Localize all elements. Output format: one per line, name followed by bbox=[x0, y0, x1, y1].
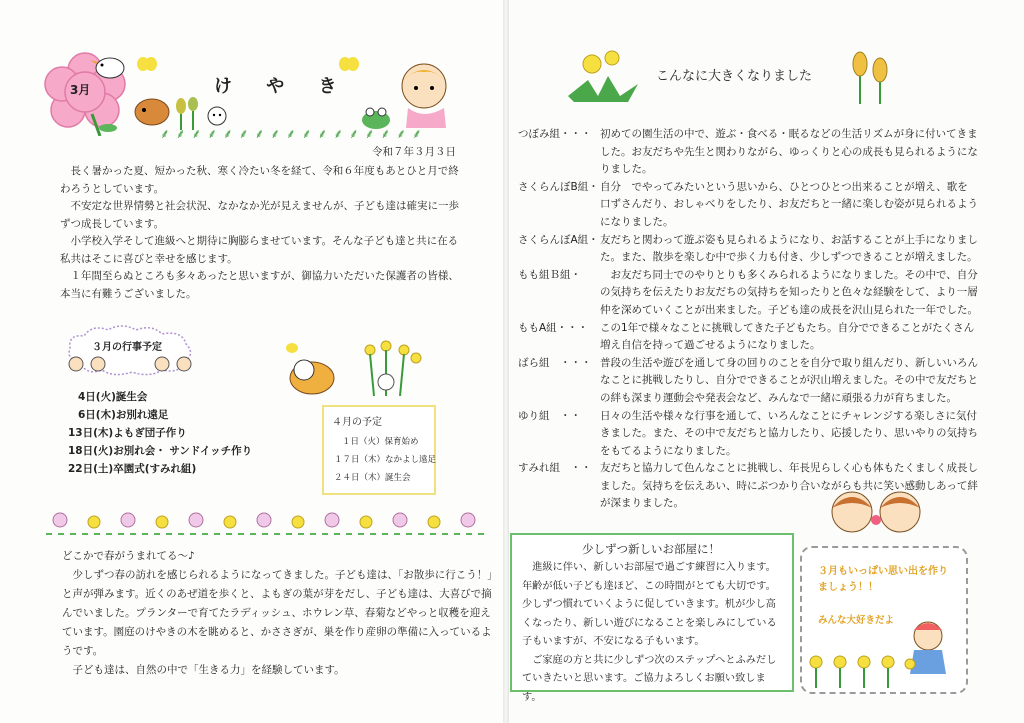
april-event-item: １日（火）保育始め bbox=[342, 437, 419, 447]
event-item: 4日(火)誕生会 bbox=[78, 391, 148, 403]
spring-paragraph: 少しずつ春の訪れを感じられるようになってきました。子ども達は、「お散歩に行こう！」と声が弾みます。近くのあぜ道を歩くと、よもぎの葉が芽をだし、子ども達は、大喜びで摘んでいました。プランターで育てたラディッシュ、ホウレン草、春菊などやっと収穫を迎えています。園庭のけやきの木を眺めると、かささぎが、巣を作り産卵の準備に入っているようです。 bbox=[62, 569, 493, 657]
butterfly-icon bbox=[338, 56, 360, 76]
april-event-item: １７日（木）なかよし遠足 bbox=[334, 455, 437, 465]
girl-icon bbox=[386, 58, 466, 128]
tulip-row-icon bbox=[806, 652, 916, 688]
growth-list bbox=[518, 126, 978, 513]
growth-row bbox=[518, 126, 978, 179]
april-event-item: ２４日（木）誕生会 bbox=[334, 473, 411, 483]
class-label: すみれ組 ・・ bbox=[518, 462, 592, 475]
intro-paragraph: 不安定な世界情勢と社会状況、なかなか光が見えませんが、子ども達は確実に一歩ずつ成長しています。 bbox=[60, 200, 459, 230]
class-text: 普段の生活や遊びを通して身の回りのことを自分で取り組んだり、新しいいろんなことに挑戦したりし、自分でできることが沢山増えました。その中で友だちとの絆も深まり運動会や発表会など、みんなで一緒に頑張る力が育ちました。 bbox=[600, 356, 978, 404]
class-label: ばら組 ・・・ bbox=[518, 356, 592, 369]
march-events-list bbox=[68, 388, 252, 478]
new-room-paragraph: ご家庭の方と共に少しずつ次のステップへとふみだしていきたいと思います。ご協力よろしくお願い致します。 bbox=[522, 654, 777, 703]
flower-border-decoration bbox=[46, 506, 486, 536]
april-events-box bbox=[322, 405, 436, 495]
dog-icon bbox=[284, 342, 340, 398]
class-label: もも組Ｂ組・ bbox=[518, 268, 581, 281]
class-label: さくらんぼB組・ bbox=[518, 180, 599, 193]
growth-row bbox=[518, 355, 978, 408]
growth-row bbox=[518, 267, 978, 320]
kids-icon bbox=[66, 352, 196, 378]
growth-title: こんなに大きくなりました bbox=[656, 69, 813, 84]
growth-row bbox=[518, 179, 978, 232]
intro-paragraph: 小学校入学そして進級へと期待に胸膨らませています。そんな子ども達と共に在る私共はそこに喜びと幸せを感じます。 bbox=[60, 235, 459, 265]
new-room-title: 少しずつ新しいお部屋に！ bbox=[582, 542, 720, 556]
spring-section bbox=[62, 566, 494, 680]
month-label: 3月 bbox=[70, 83, 91, 97]
class-label: ゆり組 ・・ bbox=[518, 409, 581, 422]
intro-paragraph: １年間至らぬところも多々あったと思いますが、御協力いただいた保護者の皆様、本当に有難うございました。 bbox=[60, 270, 459, 300]
class-text: お友だち同士でのやりとりも多くみられるようになりました。その中で、自分の気持ちを伝えたりお友だちの気持ちを知ったりと色々な経験をして、より一層仲を深めていくことが出来ました。子ども達の成長を沢山見られた一年でした。 bbox=[600, 268, 978, 316]
poster-line: みんな大好きだよ bbox=[818, 615, 895, 626]
butterfly-icon bbox=[136, 56, 158, 76]
class-text: 友だちと協力して色んなことに挑戦し、年長児らしく心も体もたくましく成長しました。気持ちを伝えあい、時にぶつかり合いながらも共に笑い感動しあって絆が深まりました。 bbox=[600, 462, 978, 510]
new-room-body bbox=[522, 559, 782, 707]
spring-paragraph: 子ども達は、自然の中で「生きる力」を経験しています。 bbox=[72, 664, 345, 676]
class-text: 友だちと関わって遊ぶ姿も見られるようになり、お話することが上手になりました。また、散歩を楽しむ中で歩く力も付き、少しずつできることが増えました。 bbox=[600, 233, 978, 264]
rapeseed-flowers-icon bbox=[356, 340, 426, 396]
issue-date: 令和７年３月３日 bbox=[372, 146, 456, 158]
class-text: この1年で様々なことに挑戦してきた子どもたち。自分でできることがたくさん増え自信を持って過ごせるようになりました。 bbox=[600, 321, 975, 352]
hedgehog-icon bbox=[132, 92, 172, 126]
new-room-box bbox=[510, 533, 794, 703]
dandelion-icon bbox=[568, 50, 638, 102]
growth-row bbox=[518, 408, 978, 461]
newsletter-title: け や き bbox=[214, 76, 351, 97]
class-label: ももA組・・・ bbox=[518, 321, 589, 334]
kids-faces-icon bbox=[816, 488, 936, 538]
march-events-title: ３月の行事予定 bbox=[92, 342, 162, 353]
bird-icon bbox=[90, 52, 130, 82]
class-label: つぼみ組・・・ bbox=[518, 128, 592, 140]
intro-paragraph: 長く暑かった夏、短かった秋、寒く冷たい冬を経て、令和６年度もあとひと月で終わろうとしています。 bbox=[60, 165, 459, 195]
event-item: 18日(火)お別れ会・ サンドイッチ作り bbox=[68, 445, 253, 457]
new-room-paragraph: 進級に伴い、新しいお部屋で過ごす練習に入ります。年齢が低い子ども達ほど、この時間がとても大切です。少しずつ慣れていくように促していきます。机が少し高くなったり、新しい遊びになることを楽しみにしている子もいますが、不安になる子もいます。 bbox=[522, 562, 777, 647]
event-item: 22日(土)卒園式(すみれ組) bbox=[68, 463, 197, 475]
intro-section bbox=[60, 163, 468, 303]
growth-row bbox=[518, 320, 978, 355]
april-events-title: ４月の予定 bbox=[332, 417, 382, 428]
grass-decoration: ⸙⸙⸙⸙⸙⸙⸙⸙⸙⸙⸙⸙⸙⸙⸙⸙⸙ bbox=[160, 127, 428, 142]
class-text: 自分 でやってみたいという思いから、ひとつひとつ出来ることが増え、歌を口ずさんだり、おしゃべりをしたり、お友だちと一緒に楽しむ姿が見られるようになりました。 bbox=[600, 180, 978, 228]
class-text: 日々の生活や様々な行事を通して、いろんなことにチャレンジする楽しさに気付きました。また、その中で友だちと協力したり、応援したり、思いやりの気持ちをもてるようになりました。 bbox=[600, 409, 978, 457]
poster-line: ３月もいっぱい思い出を作りましょう！！ bbox=[818, 566, 948, 593]
event-item: 6日(木)お別れ遠足 bbox=[78, 409, 169, 421]
event-item: 13日(木)よもぎ団子作り bbox=[68, 427, 187, 439]
growth-row bbox=[518, 232, 978, 267]
tulip-buds-icon bbox=[846, 48, 896, 104]
memories-poster bbox=[800, 546, 968, 694]
class-label: さくらんぼA組・ bbox=[518, 233, 599, 246]
class-text: 初めての園生活の中で、遊ぶ・食べる・眠るなどの生活リズムが身に付いてきました。お友だちや先生と関わりながら、ゆっくりと心の成長も見られるようになりました。 bbox=[600, 128, 978, 176]
left-page bbox=[0, 0, 505, 723]
spring-heading: どこかで春がうまれてる～♪ bbox=[62, 550, 195, 562]
